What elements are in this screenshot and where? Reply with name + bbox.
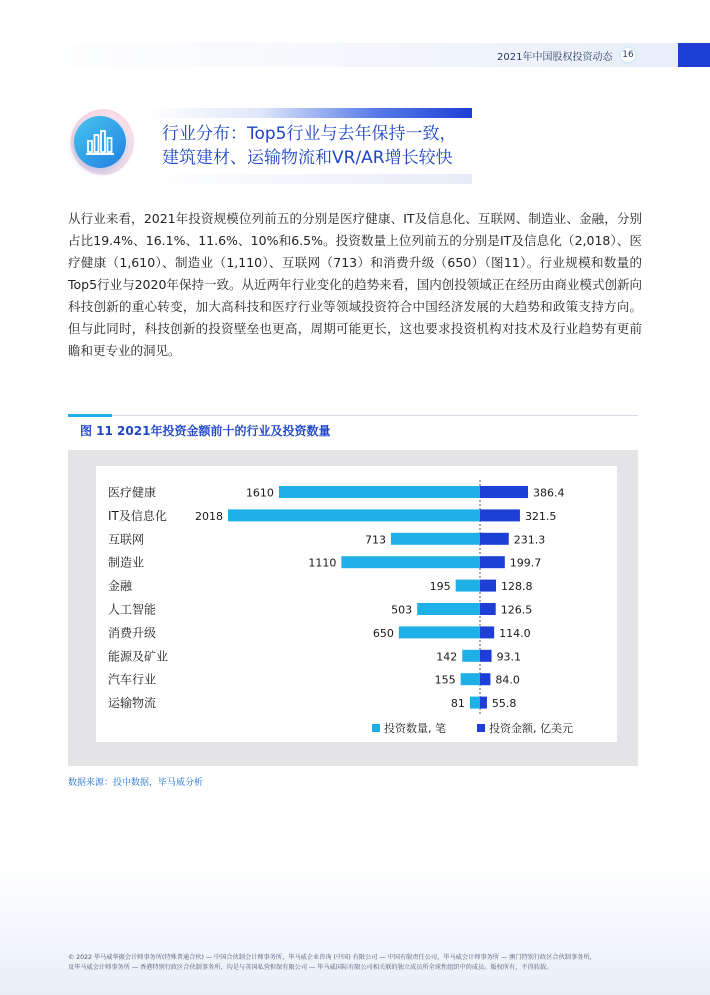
amount-bar xyxy=(480,580,496,592)
header-accent-block xyxy=(678,43,710,67)
section-heading xyxy=(162,122,482,170)
count-value-label: 155 xyxy=(434,673,456,687)
count-bar xyxy=(399,626,480,638)
category-label: 互联网 xyxy=(108,532,145,547)
category-label: 医疗健康 xyxy=(108,485,157,500)
figure-title: 图 11 2021年投资金额前十的行业及投资数量 xyxy=(80,424,331,438)
amount-bar xyxy=(480,556,505,568)
category-label: 人工智能 xyxy=(108,602,157,617)
amount-value-label: 386.4 xyxy=(533,486,565,500)
category-label: 运输物流 xyxy=(108,696,157,711)
legend-swatch-count xyxy=(372,724,380,732)
amount-bar xyxy=(480,626,494,638)
page-number: 16 xyxy=(619,46,637,64)
count-value-label: 650 xyxy=(372,626,394,640)
count-value-label: 195 xyxy=(429,580,451,594)
count-value-label: 503 xyxy=(391,603,413,617)
footer-line2: 及毕马威会计师事务所 — 香港特别行政区合伙制事务所，均是与英国私营担保有限公司 — 毕马威国际有限公司相关联的独立成员所全球性组织中的成员。版权所有，不得转载。 xyxy=(68,964,553,971)
count-value-label: 81 xyxy=(450,697,465,711)
count-bar xyxy=(456,580,480,592)
count-bar xyxy=(461,673,480,685)
section-heading-line1: 行业分布：Top5行业与去年保持一致， xyxy=(162,124,457,144)
count-bar xyxy=(417,603,480,615)
amount-value-label: 128.8 xyxy=(501,580,533,594)
footer-copyright xyxy=(68,953,668,973)
category-label: 制造业 xyxy=(108,555,145,570)
heading-underlay-bar xyxy=(147,174,472,184)
footer-line1: © 2022 毕马威华振会计师事务所(特殊普通合伙) — 中国合伙制会计师事务所，毕马威企业咨询 (中国) 有限公司 — 中国有限责任公司，毕马威会计师事务所 — 澳门特别行政区合伙制事务所， xyxy=(68,954,596,961)
amount-bar xyxy=(480,697,487,709)
amount-bar xyxy=(480,486,528,498)
amount-value-label: 231.3 xyxy=(513,533,546,547)
count-bar xyxy=(470,697,480,709)
count-bar xyxy=(462,650,480,662)
amount-value-label: 55.8 xyxy=(491,697,517,711)
heading-accent-bar xyxy=(147,108,472,118)
count-value-label: 713 xyxy=(364,533,386,547)
footer-background xyxy=(0,860,710,995)
figure-source: 数据来源：投中数据，毕马威分析 xyxy=(68,778,204,788)
amount-bar xyxy=(480,650,492,662)
running-title: 2021年中国股权投资动态 xyxy=(497,52,613,63)
count-bar xyxy=(341,556,480,568)
count-bar xyxy=(391,533,480,545)
amount-bar xyxy=(480,533,509,545)
amount-value-label: 93.1 xyxy=(496,650,522,664)
count-value-label: 2018 xyxy=(195,509,223,523)
count-value-label: 1110 xyxy=(308,556,337,570)
figure-divider-accent xyxy=(68,414,112,417)
count-value-label: 1610 xyxy=(245,486,274,500)
legend-label-amount: 投资金额, 亿美元 xyxy=(489,722,573,735)
legend-swatch-amount xyxy=(477,724,485,732)
count-bar xyxy=(228,509,480,521)
body-paragraph: 从行业来看，2021年投资规模位列前五的分别是医疗健康、IT及信息化、互联网、制造业、金融，分别占比19.4%、16.1%、11.6%、10%和6.5%。投资数量上位列前五的分别是IT及信息化（2,018）、医疗健康（1,610）、制造业（1,110）、互联网（713）和消费升级（650）（图11）。行业规模和数量的Top5行业与2020年保持一致。从近两年行业变化的趋势来看，国内创投领域正在经历由商业模式创新向科技创新的重心转变，加大高科技和医疗行业等领域投资符合中国经济发展的大趋势和政策支持方向。但与此同时，科技创新的投资壁垒也更高，周期可能更长，这也要求投资机构对技术及行业趋势有更前瞻和更专业的洞见。 xyxy=(68,211,642,358)
amount-value-label: 321.5 xyxy=(524,509,557,523)
count-value-label: 142 xyxy=(436,650,458,664)
legend-label-count: 投资数量, 笔 xyxy=(384,722,446,735)
count-bar xyxy=(279,486,480,498)
section-heading-line2: 建筑建材、运输物流和VR/AR增长较快 xyxy=(162,148,453,168)
amount-value-label: 126.5 xyxy=(500,603,533,617)
amount-value-label: 114.0 xyxy=(499,626,531,640)
category-label: 金融 xyxy=(108,579,133,594)
amount-value-label: 84.0 xyxy=(495,673,520,687)
amount-value-label: 199.7 xyxy=(509,556,542,570)
category-label: IT及信息化 xyxy=(108,508,167,523)
amount-bar xyxy=(480,673,490,685)
category-label: 汽车行业 xyxy=(108,672,157,687)
industry-butterfly-chart xyxy=(96,466,617,742)
figure-divider xyxy=(68,415,638,416)
amount-bar xyxy=(480,603,496,615)
amount-bar xyxy=(480,509,520,521)
category-label: 消费升级 xyxy=(108,625,157,640)
category-label: 能源及矿业 xyxy=(108,649,169,664)
bar-chart-icon xyxy=(74,116,126,168)
